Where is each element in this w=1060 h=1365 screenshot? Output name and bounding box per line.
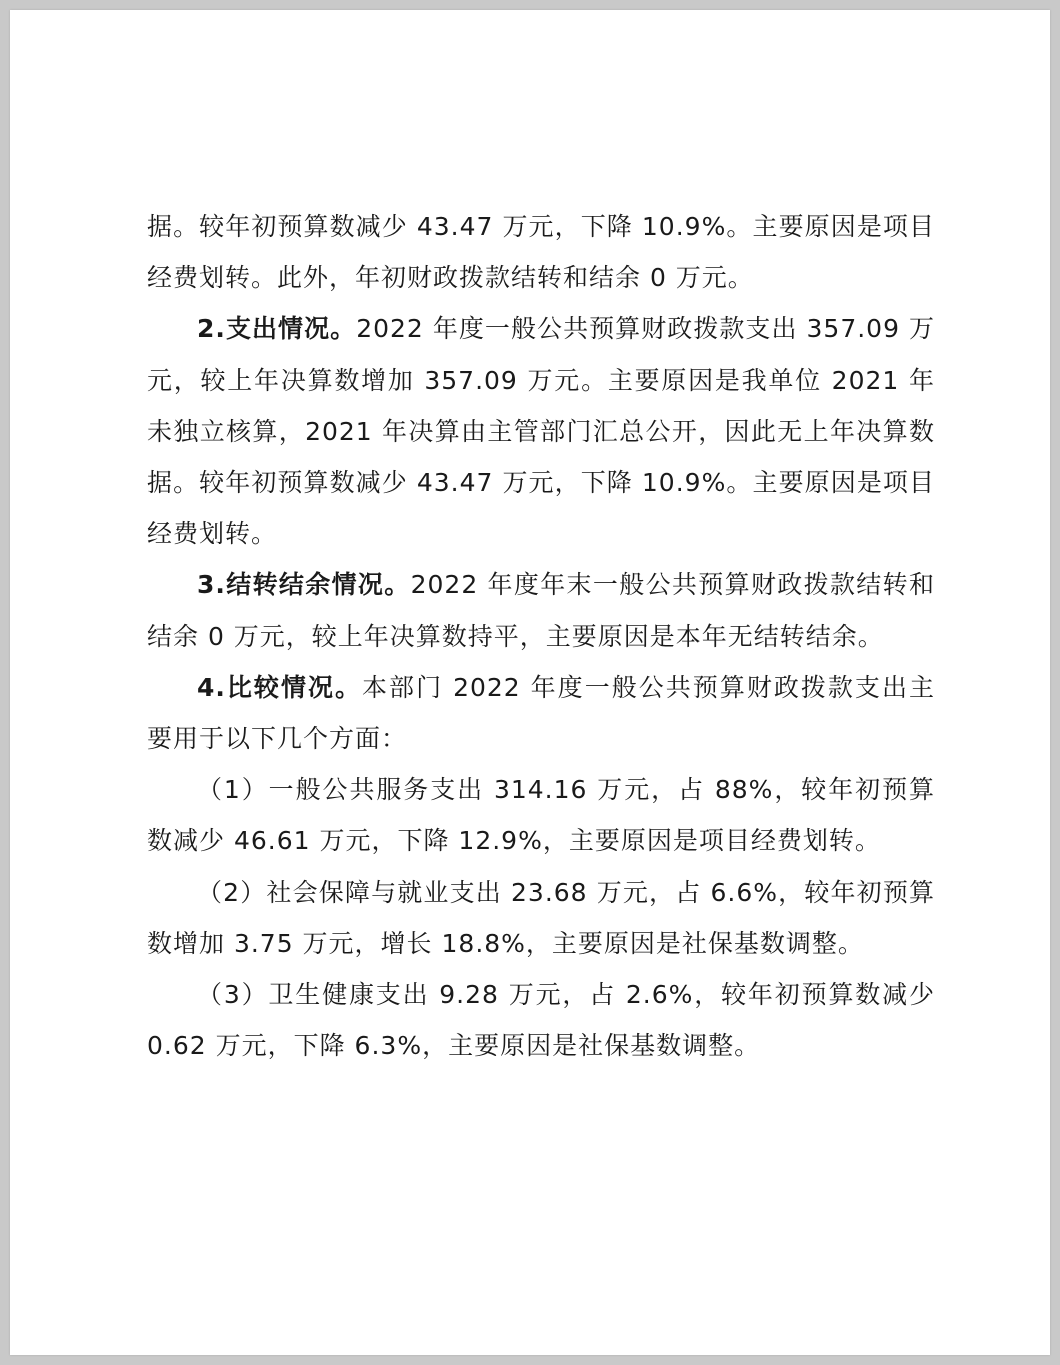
list-item-text: （2）社会保障与就业支出 23.68 万元，占 6.6%，较年初预算数增加 3.75 万元，增长 18.8%，主要原因是社保基数调整。 — [147, 877, 935, 958]
paragraph-text: 2022 年度一般公共预算财政拨款支出 357.09 万元，较上年决算数增加 357.09 万元。主要原因是我单位 2021 年未独立核算，2021 年决算由主管部门汇总公开，因此无上年决算数据。较年初预算数减少 43.47 万元，下降 10.9%。主要原因是项目经费划转。 — [147, 314, 935, 549]
list-item-text: （1）一般公共服务支出 314.16 万元，占 88%，较年初预算数减少 46.61 万元，下降 12.9%，主要原因是项目经费划转。 — [147, 775, 935, 856]
list-item-health — [147, 969, 935, 1071]
list-item-text: （3）卫生健康支出 9.28 万元，占 2.6%，较年初预算数减少 0.62 万元，下降 6.3%，主要原因是社保基数调整。 — [147, 980, 935, 1061]
paragraph-expenditure — [147, 303, 935, 559]
paragraph-income-continued — [147, 201, 935, 303]
list-item-general-services — [147, 764, 935, 866]
document-page — [10, 10, 1050, 1355]
list-item-social-security — [147, 867, 935, 969]
paragraph-text: 据。较年初预算数减少 43.47 万元，下降 10.9%。主要原因是项目经费划转。此外，年初财政拨款结转和结余 0 万元。 — [147, 212, 935, 293]
paragraph-text: 本部门 2022 年度一般公共预算财政拨款支出主要用于以下几个方面： — [147, 672, 935, 754]
document-body — [147, 201, 935, 1071]
paragraph-carryover — [147, 559, 935, 661]
section-heading-expenditure: 2.支出情况。 — [197, 314, 357, 344]
paragraph-text: 2022 年度年末一般公共预算财政拨款结转和结余 0 万元，较上年决算数持平，主要原因是本年无结转结余。 — [147, 570, 935, 651]
section-heading-carryover: 3.结转结余情况。 — [197, 570, 411, 600]
section-heading-comparison: 4.比较情况。 — [197, 672, 363, 702]
paragraph-comparison — [147, 662, 935, 764]
